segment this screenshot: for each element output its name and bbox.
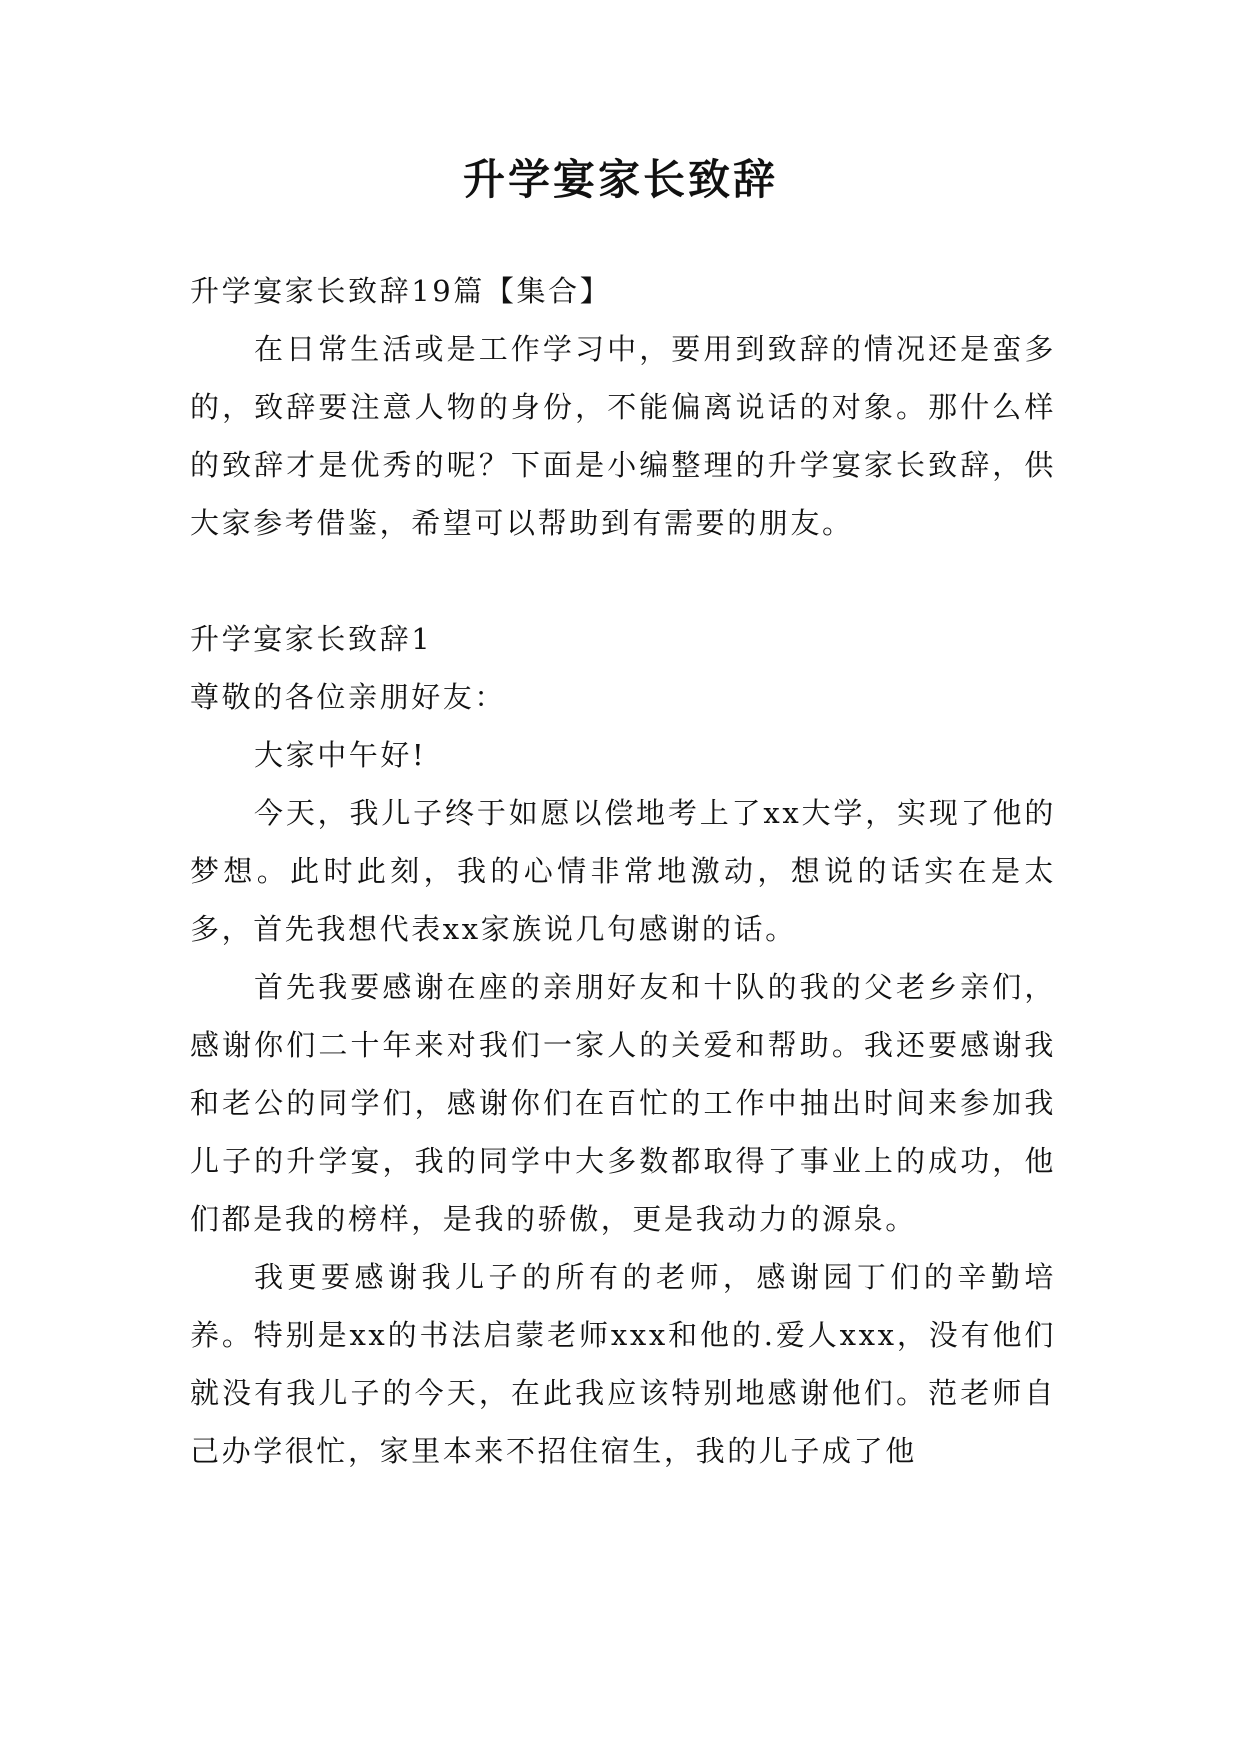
salutation: 尊敬的各位亲朋好友： <box>190 680 507 714</box>
section-heading: 升学宴家长致辞1 <box>190 622 433 656</box>
body-paragraph: 今天，我儿子终于如愿以偿地考上了xx大学，实现了他的梦想。此时此刻，我的心情非常地激动，想说的话实在是太多，首先我想代表xx家族说几句感谢的话。 <box>190 796 1056 946</box>
body-paragraph: 首先我要感谢在座的亲朋好友和十队的我的父老乡亲们，感谢你们二十年来对我们一家人的关爱和帮助。我还要感谢我和老公的同学们，感谢你们在百忙的工作中抽出时间来参加我儿子的升学宴，我的同学中大多数都取得了事业上的成功，他们都是我的榜样，是我的骄傲，更是我动力的源泉。 <box>190 970 1056 1236</box>
body-paragraph: 我更要感谢我儿子的所有的老师，感谢园丁们的辛勤培养。特别是xx的书法启蒙老师xxx和他的.爱人xxx，没有他们就没有我儿子的今天，在此我应该特别地感谢他们。范老师自己办学很忙，家里本来不招住宿生，我的儿子成了他 <box>190 1260 1056 1468</box>
document-subtitle: 升学宴家长致辞19篇【集合】 <box>190 274 612 308</box>
greeting: 大家中午好! <box>254 738 427 772</box>
document-body <box>190 262 1056 1480</box>
paragraph-spacer <box>190 552 1056 610</box>
intro-paragraph: 在日常生活或是工作学习中，要用到致辞的情况还是蛮多的，致辞要注意人物的身份，不能偏离说话的对象。那什么样的致辞才是优秀的呢？下面是小编整理的升学宴家长致辞，供大家参考借鉴，希望可以帮助到有需要的朋友。 <box>190 332 1056 540</box>
document-title: 升学宴家长致辞 <box>462 155 778 204</box>
